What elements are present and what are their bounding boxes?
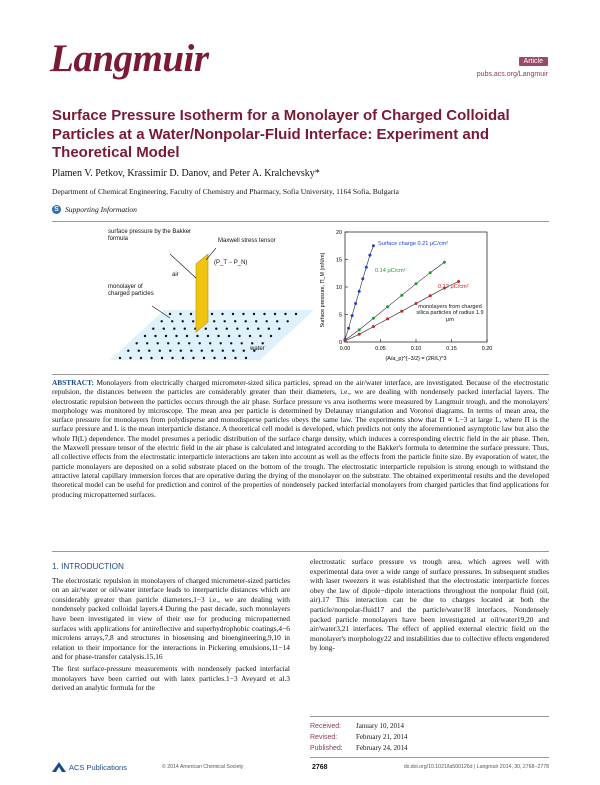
revised-date: February 21, 2014 <box>356 733 408 741</box>
publisher-logo[interactable] <box>52 762 152 772</box>
particle-dot <box>241 342 243 344</box>
particle-dot <box>173 328 175 330</box>
data-point <box>347 327 350 330</box>
label-monolayer: monolayer of charged particles <box>108 284 154 297</box>
acs-icon <box>52 762 66 772</box>
particle-dot <box>184 328 186 330</box>
published-date: February 24, 2014 <box>356 744 408 752</box>
particle-dot <box>253 313 255 315</box>
particle-dot <box>245 357 247 359</box>
particle-dot <box>192 357 194 359</box>
toc-schematic <box>100 226 318 364</box>
particle-dot <box>217 335 219 337</box>
particle-dot <box>179 313 181 315</box>
particle-dot <box>295 313 297 315</box>
particle-dot <box>224 320 226 322</box>
published-label: Published: <box>310 745 343 752</box>
particle-dot <box>228 335 230 337</box>
particle-dot <box>243 350 245 352</box>
data-point <box>351 314 354 317</box>
particle-dot <box>247 328 249 330</box>
data-point <box>344 339 347 342</box>
isotherm-chart <box>318 226 502 366</box>
left-column <box>52 562 290 695</box>
label-surface-pressure: surface pressure by the Bakker formula <box>108 229 192 242</box>
particle-dot <box>213 357 215 359</box>
revised-label: Revised: <box>310 734 338 741</box>
x-axis-label: (A/a_p)^{−3/2} = (2R/L)^3 <box>385 356 447 362</box>
particle-dot <box>190 313 192 315</box>
x-tick-label: 0.15 <box>446 346 457 352</box>
y-ticks <box>336 230 348 346</box>
data-point <box>358 333 361 336</box>
x-tick-label: 0.05 <box>375 346 386 352</box>
particle-dot <box>157 342 159 344</box>
legend-label-014: 0.14 μC/cm² <box>375 268 406 274</box>
particle-dot <box>154 335 156 337</box>
intro-paragraph-right: electrostatic surface pressure vs trough area, which agrees well with experimental data over a wide range of surface pressures. In subsequent studies with laser tweezers it was established that the electrostatic interparticle forces obey the law of dipole−dipole interactions throughout the nonpolar fluid (oil, air).17 This interaction can be due to charges located at both the particle/nonpolar-fluid17 and the particle/water18 interfaces. Nondensely packed particle monolayers have been investigated at oil/water19,20 and air/water3,21 interfaces. The effect of applied external electric field on the monolayer's morphology22 and instabilities due to collective effects engendered by long- <box>310 557 549 653</box>
date-received-row <box>310 721 549 732</box>
particle-dot <box>180 350 182 352</box>
particle-dot <box>251 342 253 344</box>
particle-dot <box>169 313 171 315</box>
data-point <box>429 271 432 274</box>
particle-dot <box>163 328 165 330</box>
data-point <box>443 261 446 264</box>
label-water: water <box>250 346 265 352</box>
particle-dot <box>234 320 236 322</box>
y-tick-label: 15 <box>336 257 342 264</box>
particle-dot <box>220 342 222 344</box>
data-point <box>400 310 403 313</box>
particle-dot <box>165 335 167 337</box>
particle-dot <box>270 335 272 337</box>
particle-dot <box>201 350 203 352</box>
particle-dot <box>199 342 201 344</box>
chart-svg <box>318 226 502 366</box>
particle-dot <box>138 350 140 352</box>
particle-dot <box>169 350 171 352</box>
page-number: 2768 <box>312 763 328 771</box>
label-maxwell-tensor: Maxwell stress tensor <box>218 238 276 244</box>
data-point <box>372 317 375 320</box>
y-tick-label: 0 <box>339 340 342 346</box>
x-ticks <box>340 339 493 352</box>
article-type-badge: Article <box>519 57 548 66</box>
particle-dot <box>146 342 148 344</box>
x-tick-label: 0.10 <box>410 346 422 352</box>
particle-dot <box>127 350 129 352</box>
particle-dot <box>245 320 247 322</box>
particle-dot <box>266 320 268 322</box>
particle-dot <box>182 320 184 322</box>
particle-dot <box>119 357 121 359</box>
x-tick-label: 0.00 <box>339 346 351 352</box>
particle-dot <box>262 342 264 344</box>
data-point <box>358 328 361 331</box>
y-tick-label: 5 <box>339 312 342 319</box>
legend-label-021: Surface charge 0.21 μC/cm² <box>378 241 449 247</box>
particle-dot <box>287 320 289 322</box>
particle-dot <box>207 335 209 337</box>
particle-dot <box>236 328 238 330</box>
data-point <box>372 244 375 247</box>
particle-dot <box>222 350 224 352</box>
particle-dot <box>211 350 213 352</box>
particle-dot <box>161 320 163 322</box>
particle-dot <box>274 313 276 315</box>
data-point <box>386 305 389 308</box>
particle-dot <box>238 335 240 337</box>
abstract <box>52 374 549 499</box>
stress-tensor-plane <box>196 254 208 332</box>
section-heading-introduction: 1. INTRODUCTION <box>52 562 124 571</box>
affiliation: Department of Chemical Engineering, Faculty of Chemistry and Pharmacy, Sofia University, 1164 Sofia, Bulgaria <box>52 187 399 196</box>
particle-dot <box>175 335 177 337</box>
chart-annotation: monolayers from charged silica particles of radius 1.9 μm <box>416 304 484 323</box>
abstract-divider <box>52 551 549 552</box>
tensor-pointer-line <box>206 248 216 260</box>
particle-dot <box>268 328 270 330</box>
particle-dot <box>234 357 236 359</box>
label-pressure-difference: (P_T − P_N) <box>214 260 248 266</box>
legend-label-012: 0.12 μC/cm² <box>438 284 469 290</box>
particle-dot <box>255 320 257 322</box>
particle-dot <box>211 313 213 315</box>
particle-dot <box>182 357 184 359</box>
author-list: Plamen V. Petkov, Krassimir D. Danov, and Peter A. Kralchevsky* <box>52 168 320 179</box>
particle-dot <box>178 342 180 344</box>
data-point <box>400 294 403 297</box>
particle-dot <box>150 357 152 359</box>
particle-dot <box>148 350 150 352</box>
doi-link[interactable]: dx.doi.org/10.1021/la500126d | Langmuir 2014, 30, 2768−2778 <box>403 764 549 770</box>
particle-dot <box>129 357 131 359</box>
data-point <box>415 282 418 285</box>
particle-dot <box>171 357 173 359</box>
particle-dot <box>192 320 194 322</box>
intro-paragraph-1: The electrostatic repulsion in monolayers of charged micrometer-sized particles on an air/water or oil/water interface leads to interparticle distances which are considerably greater than particle diameters,1−3 i.e., we are dealing with nondensely packed colloidal layers.4 During the past decade, such monolayers have been investigated in view of their use for producing micropatterned surfaces with applications for antireflective and superhydrophobic coatings,4−6 microlens arrays,7,8 and structures in biosensing and bioengineering,9,10 in relation to their importance for the interactions in Pickering emulsions,11−14 and for phase-transfer catalysis.15,16 <box>52 575 290 662</box>
particle-dot <box>263 313 265 315</box>
intro-paragraph-2: The first surface-pressure measurements with nondensely packed interfacial monolayers have been carried out with latex particles.1−3 Aveyard et al.3 derived an analytic formula for the <box>52 663 290 693</box>
particle-dot <box>209 342 211 344</box>
particle-dot <box>242 313 244 315</box>
y-tick-label: 20 <box>336 230 342 236</box>
data-point <box>429 294 432 297</box>
particle-dot <box>224 357 226 359</box>
particle-dot <box>167 342 169 344</box>
particle-dot <box>232 350 234 352</box>
publisher-name: ACS Publications <box>69 762 127 772</box>
particle-dot <box>196 335 198 337</box>
received-label: Received: <box>310 723 342 730</box>
particle-dot <box>186 335 188 337</box>
abstract-heading: ABSTRACT: <box>52 378 94 387</box>
particle-dot <box>152 328 154 330</box>
particle-dot <box>144 335 146 337</box>
chart-annotation-box <box>414 304 486 340</box>
particle-dot <box>215 328 217 330</box>
received-date: January 10, 2014 <box>356 722 405 730</box>
supporting-info-label: Supporting Information <box>65 205 137 214</box>
data-point <box>358 290 361 293</box>
particle-dot <box>278 328 280 330</box>
particle-dot <box>203 357 205 359</box>
particle-dot <box>213 320 215 322</box>
particle-dot <box>249 335 251 337</box>
particle-dot <box>276 320 278 322</box>
particle-dot <box>159 350 161 352</box>
publication-dates <box>310 716 549 758</box>
particle-dot <box>232 313 234 315</box>
data-point <box>386 317 389 320</box>
date-published-row <box>310 743 549 754</box>
y-tick-label: 10 <box>336 285 342 291</box>
label-air: air <box>172 272 179 278</box>
particle-dot <box>188 342 190 344</box>
date-revised-row <box>310 732 549 743</box>
particle-dot <box>136 342 138 344</box>
particle-dot <box>190 350 192 352</box>
data-point <box>457 280 460 283</box>
supporting-info-icon: S <box>52 205 61 214</box>
data-point <box>365 266 368 269</box>
particle-dot <box>257 328 259 330</box>
abstract-text: Monolayers from electrically charged micrometer-sized silica particles, spread on the air/water interface, are investigated. Because of the electrostatic repulsion, the distances between the particles are considerably greater than their diameters, i.e., we are dealing with nondensely packed interfacial layers. The electrostatic repulsion between the particles occurs through the air phase. Surface pressure vs area isotherms were measured by Langmuir trough, and the monolayers' morphology was monitored by microscope. The mean area per particle is determined by Delaunay triangulation and Voronoi diagrams. In terms of mean area, the surface pressure for monolayers from polydisperse and monodisperse particles obeys the same law. The experiments show that Π ∝ L−3 at large L, where Π is the surface pressure and L is the mean interparticle distance. A theoretical cell model is developed, which predicts not only the aforementioned asymptotic law but also the whole Π(L) dependence. The model presumes a periodic distribution of the surface charge density, which induces a corresponding electric field in the air phase. Then, the Maxwell pressure tensor of the electric field in the air phase is calculated and integrated according to the Bakker's formula to determine the surface pressure. Thus, all collective effects from the electrostatic interparticle interactions are taken into account as well as the effects from the particle finite size. By evaporation of water, the particle monolayers are deposited on a solid substrate placed on the bottom of the trough. The electrostatic interparticle repulsion is strong enough to withstand the attractive lateral capillary immersion forces that are operative during the drying of the monolayer on the substrate. The obtained experimental results and the developed theoretical model can be useful for prediction and control of the properties of nondensely packed interfacial monolayers from charged particles that find applications for producing micropatterned surfaces. <box>52 378 549 499</box>
particle-dot <box>259 335 261 337</box>
data-point <box>354 302 357 305</box>
y-axis-label: Surface pressure, Π_M (mN/m) <box>320 252 326 328</box>
particle-dot <box>226 328 228 330</box>
particle-dot <box>284 313 286 315</box>
water-surface-plane <box>110 310 314 360</box>
data-point <box>368 254 371 257</box>
journal-url-link[interactable]: pubs.acs.org/Langmuir <box>476 71 548 78</box>
data-point <box>372 325 375 328</box>
particle-dot <box>161 357 163 359</box>
particle-dot <box>171 320 173 322</box>
journal-logo[interactable]: Langmuir <box>50 37 209 80</box>
particle-dot <box>205 328 207 330</box>
right-column <box>310 557 549 653</box>
supporting-info-link[interactable] <box>52 205 137 214</box>
particle-dot <box>230 342 232 344</box>
data-point <box>361 277 364 280</box>
copyright: © 2014 American Chemical Society <box>162 764 244 770</box>
page-footer <box>52 762 549 772</box>
particle-dot <box>221 313 223 315</box>
particle-dot <box>140 357 142 359</box>
x-tick-label: 0.20 <box>481 346 493 352</box>
article-title: Surface Pressure Isotherm for a Monolayer of Charged Colloidal Particles at a Water/Nonpolar-Fluid Interface: Experiment and Theoretical Model <box>52 107 510 161</box>
